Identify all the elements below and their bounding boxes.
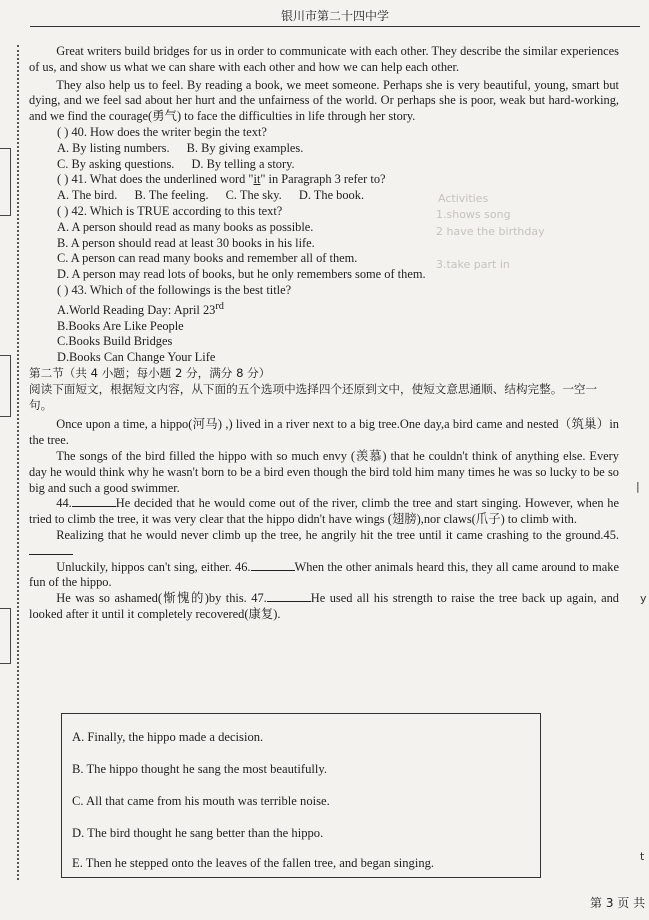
answer-blank[interactable]: [72, 496, 116, 507]
option: C. A person can read many books and remember all of them.: [57, 251, 358, 266]
passage-paragraph: Great writers build bridges for us in order to communicate with each other. They describe the similar experiences of us, and show us what we can share with each other and how we can help each other.: [29, 44, 619, 74]
answer-blank[interactable]: [267, 591, 311, 602]
choice-option: E. Then he stepped onto the leaves of the fallen tree, and began singing.: [72, 856, 435, 870]
margin-box: [0, 148, 11, 216]
question-stem: ( ) 42. Which is TRUE according to this text?: [57, 203, 283, 218]
exam-content: [29, 44, 619, 623]
option: B.Books Are Like People: [57, 318, 184, 333]
option: C. The sky.: [225, 188, 282, 203]
bleed-through-text: 3.take part in: [436, 258, 510, 271]
story-text: He decided that he would come out of the river, climb the tree and start singing. However, when he tried to climb the tree, it was very clear that the hippo didn't have wings (翅膀),nor claws(爪子) to climb with.: [29, 496, 619, 527]
story-text: Unluckily, hippos can't sing, either. 46.: [56, 559, 251, 574]
bleed-through-text: Activities: [438, 192, 489, 205]
choice-option: B. The hippo thought he sang the most beautifully.: [72, 762, 327, 776]
question-stem: ( ) 43. Which of the followings is the best title?: [57, 282, 292, 297]
story-paragraph: [29, 528, 619, 560]
question-stem: ( ) 40. How does the writer begin the text?: [57, 124, 267, 139]
stem-text: ( ) 41. What does the underlined word ": [57, 172, 254, 187]
choice-option: D. The bird thought he sang better than the hippo.: [72, 826, 324, 840]
underlined-word: it: [253, 172, 261, 187]
option: A. By listing numbers.: [57, 140, 170, 155]
question-block: [57, 125, 619, 366]
adjacent-page-edge: t: [640, 850, 645, 863]
section-title: 第二节（共 4 小题；每小题 2 分，满分 8 分）: [29, 366, 271, 381]
option: B. A person should read at least 30 books in his life.: [57, 235, 315, 250]
adjacent-page-edge: |: [636, 480, 640, 493]
option-row: [57, 157, 619, 173]
option-text: A.World Reading Day: April 23: [57, 302, 216, 317]
story-paragraph: [29, 560, 619, 592]
answer-blank[interactable]: [251, 560, 295, 571]
story-text: He used all his strength to raise the tree back up again, and looked after it until it completely recovered(康复).: [29, 591, 619, 622]
story-text: Realizing that he would never climb up the tree, he angrily hit the tree until it came crashing to the ground.45.: [56, 528, 619, 543]
page-footer: 第 3 页 共: [590, 896, 646, 910]
question-stem: [57, 172, 619, 188]
stem-text: " in Paragraph 3 refer to?: [260, 172, 386, 187]
bleed-through-text: 2 have the birthday: [436, 225, 545, 238]
margin-box: [0, 355, 11, 417]
story-paragraph: Once upon a time, a hippo(河马) ,) lived in a river next to a big tree.One day,a bird came and nested（筑巢）in the tree.: [29, 417, 619, 448]
superscript: rd: [215, 300, 224, 312]
story-paragraph: [29, 591, 619, 623]
school-header: [30, 8, 640, 27]
story-text: He was so ashamed(惭愧的)by this. 47.: [56, 591, 267, 606]
passage-paragraph: They also help us to feel. By reading a book, we meet someone. Perhaps she is very beautiful, young, smart but dying, and we feel sad about her hurt and the unfairness of the world. Or perhaps she is poor, weak but hard-working, and we find the courage(勇气) to face the difficulties in life through her story.: [29, 77, 619, 124]
choice-option: C. All that came from his mouth was terrible noise.: [72, 794, 330, 808]
section-instruction: 阅读下面短文，根据短文内容，从下面的五个选项中选择四个还原到文中，使短文意思通顺、结构完整。一空一句。: [29, 381, 598, 412]
school-name: 银川市第二十四中学: [280, 9, 389, 23]
option-row: [57, 141, 619, 157]
margin-box: [0, 608, 11, 664]
answer-blank[interactable]: [29, 544, 73, 555]
choice-option: A. Finally, the hippo made a decision.: [72, 730, 264, 744]
story-paragraph: The songs of the bird filled the hippo with so much envy (羡慕) that he couldn't think of anything else. Every day he would think why he wasn't born to be a bird even though the bird told him many times he was so lucky to be so big and such a good swimmer.: [29, 449, 619, 495]
option: B. The feeling.: [134, 188, 209, 203]
option: B. By giving examples.: [186, 140, 304, 155]
adjacent-page-edge: y: [640, 592, 647, 605]
option: A. The bird.: [57, 188, 118, 203]
option: C. By asking questions.: [57, 156, 175, 171]
option: C.Books Build Bridges: [57, 334, 173, 349]
option: [57, 299, 619, 319]
bleed-through-text: 1.shows song: [436, 208, 511, 221]
story-paragraph: [29, 496, 619, 528]
option: D.Books Can Change Your Life: [57, 350, 216, 365]
option: D. A person may read lots of books, but he only remembers some of them.: [57, 267, 426, 282]
option: D. By telling a story.: [191, 156, 295, 171]
option: A. A person should read as many books as possible.: [57, 219, 314, 234]
binding-line: [17, 45, 19, 880]
choices-box: [61, 713, 541, 878]
option: D. The book.: [298, 188, 365, 203]
story-text: When the other animals heard this, they all came around to make fun of the hippo.: [29, 559, 619, 590]
blank-number: 44.: [56, 496, 72, 511]
option-row: [57, 188, 619, 204]
